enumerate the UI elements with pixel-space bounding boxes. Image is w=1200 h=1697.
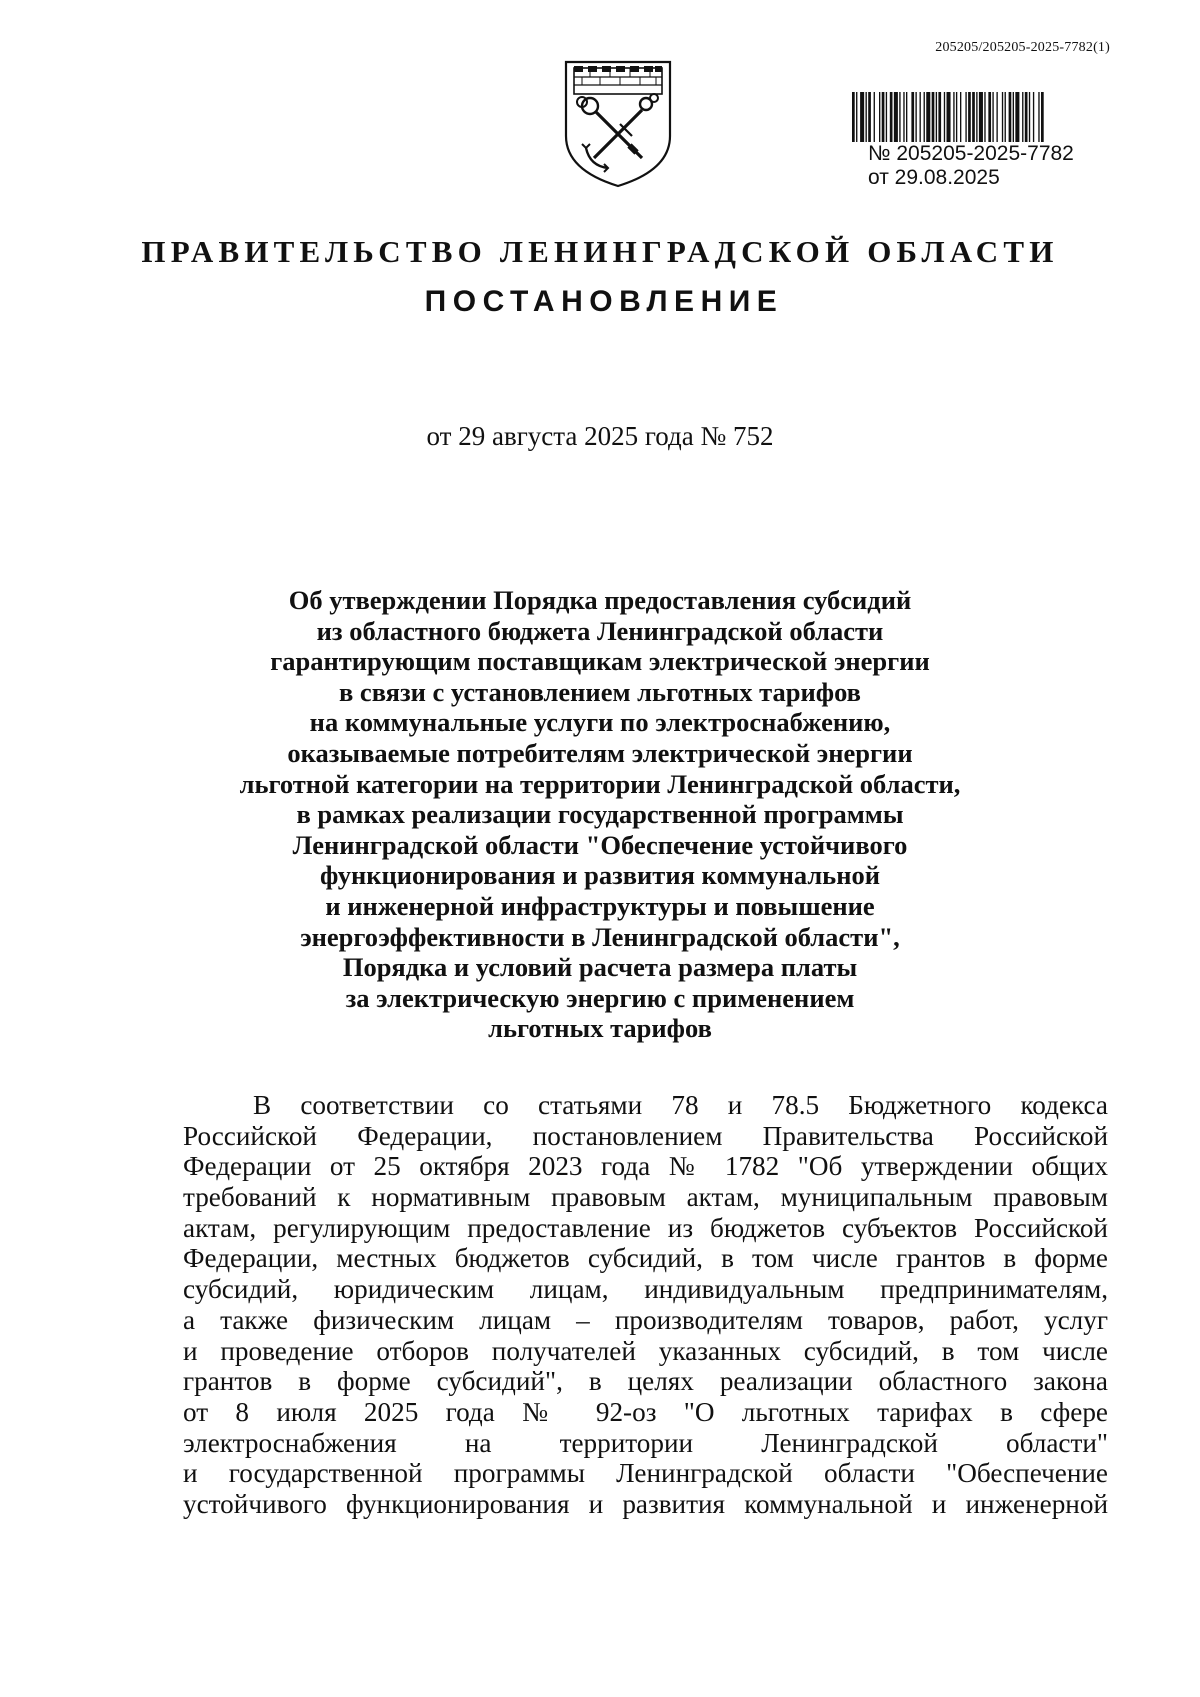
barcode-bar: [984, 92, 985, 142]
document-subject: [200, 585, 1000, 1044]
coat-of-arms-icon: [560, 58, 676, 190]
subject-line: энергоэффективности в Ленинградской области",: [300, 921, 900, 952]
body-line: субсидий, юридическим лицам, индивидуальным предпринимателям,: [183, 1274, 1108, 1305]
subject-line: Ленинградской области "Обеспечение устойчивого: [292, 829, 908, 860]
barcode-bar: [979, 92, 983, 142]
barcode-bar: [1002, 92, 1003, 142]
barcode-bar: [899, 92, 900, 142]
barcode-bar: [856, 92, 857, 142]
barcode-bar: [976, 92, 977, 142]
barcode-bar: [906, 92, 907, 142]
barcode-bar: [1025, 92, 1028, 142]
barcode-bar: [1013, 92, 1014, 142]
subject-line: оказываемые потребителям электрической энергии: [287, 737, 913, 768]
registration-date: от 29.08.2025: [868, 166, 1000, 189]
body-line: Российской Федерации, постановлением Правительства Российской: [183, 1120, 1108, 1151]
body-paragraph: [183, 1090, 1108, 1520]
subject-line: за электрическую энергию с применением: [345, 982, 855, 1013]
barcode-bar: [965, 92, 966, 142]
body-line: требований к нормативным правовым актам, муниципальным правовым: [183, 1182, 1108, 1213]
body-line: устойчивого функционирования и развития коммунальной и инженерной: [183, 1488, 1108, 1519]
barcode-bar: [882, 92, 885, 142]
barcode-bar: [911, 92, 914, 142]
barcode-bar: [866, 92, 867, 142]
barcode-bar: [988, 92, 991, 142]
barcode-bar: [920, 92, 921, 142]
document-date-number: от 29 августа 2025 года № 752: [426, 421, 774, 451]
body-line: Федерации от 25 октября 2023 года № 1782 "Об утверждении общих: [183, 1151, 1108, 1182]
subject-line: и инженерной инфраструктуры и повышение: [325, 890, 875, 921]
subject-line: льготной категории на территории Ленинградской области,: [239, 768, 961, 799]
body-line: а также физическим лицам – производителям товаров, работ, услуг: [183, 1304, 1108, 1335]
government-title: ПРАВИТЕЛЬСТВО ЛЕНИНГРАДСКОЙ ОБЛАСТИ: [141, 234, 1059, 269]
barcode-bar: [868, 92, 871, 142]
registration-id: 205205/205205-2025-7782(1): [935, 40, 1110, 55]
barcode-bar: [968, 92, 971, 142]
barcode-bar: [1005, 92, 1006, 142]
barcode-bar: [894, 92, 898, 142]
barcode-bar: [915, 92, 916, 142]
body-line: от 8 июля 2025 года № 92-оз "О льготных тарифах в сфере: [183, 1396, 1108, 1427]
subject-line: из областного бюджета Ленинградской области: [316, 615, 884, 646]
barcode-bar: [1038, 92, 1039, 142]
subject-line: льготных тарифов: [488, 1013, 712, 1044]
body-line: Федерации, местных бюджетов субсидий, в том числе грантов в форме: [183, 1243, 1108, 1274]
barcode-bar: [1029, 92, 1030, 142]
barcode-bar: [890, 92, 893, 142]
barcode-bar: [944, 92, 945, 142]
subject-line: в связи с установлением льготных тарифов: [339, 676, 861, 707]
barcode-bar: [879, 92, 880, 142]
barcode-bar: [972, 92, 975, 142]
barcode-bar: [903, 92, 904, 142]
body-line: и государственной программы Ленинградской области "Обеспечение: [183, 1458, 1108, 1489]
barcode-icon: [852, 92, 1110, 142]
document-type: ПОСТАНОВЛЕНИЕ: [424, 285, 784, 318]
body-line: электроснабжения на территории Ленинградской области": [183, 1427, 1108, 1458]
barcode-bar: [947, 92, 951, 142]
body-line: актам, регулирующим предоставление из бюджетов субъектов Российской: [183, 1212, 1108, 1243]
subject-line: Об утверждении Порядка предоставления субсидий: [288, 585, 912, 615]
barcode-bar: [924, 92, 925, 142]
barcode-bar: [956, 92, 957, 142]
registration-block: [868, 142, 1074, 190]
barcode-bar: [936, 92, 937, 142]
subject-line: Порядка и условий расчета размера платы: [342, 952, 858, 983]
barcode-bar: [932, 92, 935, 142]
subject-line: в рамках реализации государственной программы: [296, 799, 904, 830]
barcode-bar: [996, 92, 997, 142]
barcode-bar: [852, 92, 855, 142]
barcode-bar: [1009, 92, 1012, 142]
barcode-bar: [953, 92, 954, 142]
barcode-bar: [1033, 92, 1034, 142]
barcode-bar: [960, 92, 961, 142]
body-line: и проведение отборов получателей указанных субсидий, в том числе: [183, 1335, 1108, 1366]
barcode-bar: [1041, 92, 1044, 142]
barcode-bar: [1022, 92, 1023, 142]
registration-number: № 205205-2025-7782: [868, 142, 1074, 165]
subject-line: на коммунальные услуги по электроснабжению,: [309, 707, 891, 738]
barcode-bar: [1015, 92, 1019, 142]
subject-line: гарантирующим поставщикам электрической энергии: [270, 646, 930, 677]
barcode-bar: [886, 92, 887, 142]
body-line: грантов в форме субсидий", в целях реализации областного закона: [183, 1366, 1108, 1397]
barcode-bar: [938, 92, 941, 142]
body-line: В соответствии со статьями 78 и 78.5 Бюджетного кодекса: [253, 1090, 1108, 1120]
barcode-bar: [992, 92, 993, 142]
barcode-bar: [860, 92, 864, 142]
barcode-bar: [874, 92, 875, 142]
subject-line: функционирования и развития коммунальной: [320, 860, 880, 891]
barcode-bar: [926, 92, 930, 142]
